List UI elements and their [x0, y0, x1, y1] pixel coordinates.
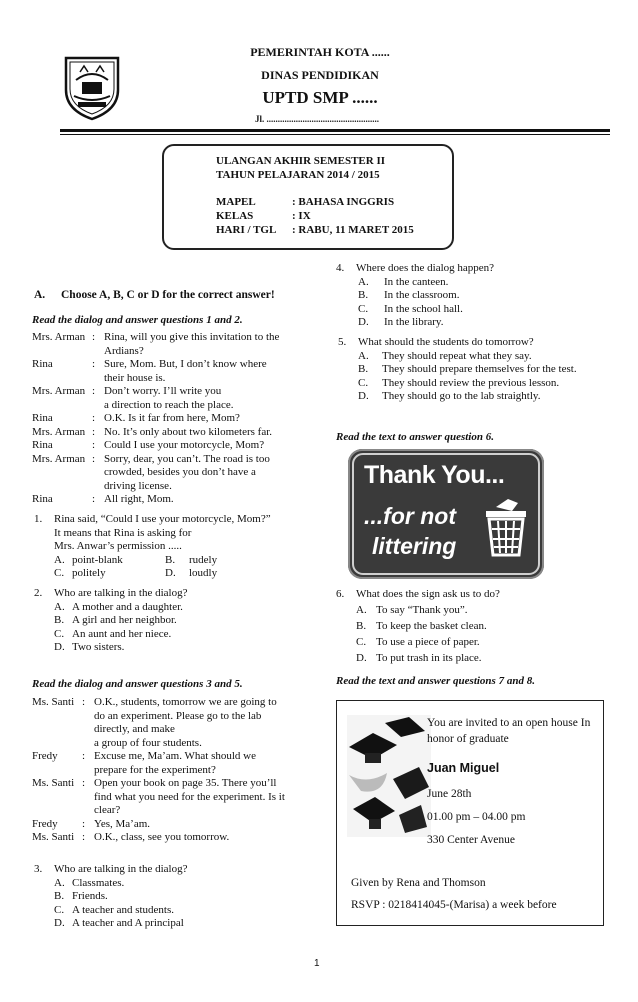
header-rule-thin [60, 134, 610, 135]
question-text: Rina said, “Could I use your motorcycle, Mom?” [54, 513, 271, 525]
question-number: 1. [34, 513, 43, 525]
dialog-line [32, 358, 302, 385]
option-letter: B. [54, 614, 65, 626]
option-text: A girl and her neighbor. [72, 614, 177, 626]
speaker: Rina [32, 412, 53, 424]
colon: : [82, 750, 86, 762]
option-text: They should prepare themselves for the test. [382, 363, 577, 375]
answer-option[interactable] [54, 877, 304, 891]
speaker: Fredy [32, 750, 58, 762]
option-letter: C. [356, 635, 367, 648]
answer-option[interactable] [356, 602, 616, 618]
utterance-text: driving license. [104, 479, 172, 492]
utterance-text: O.K., class, see you tomorrow. [94, 831, 230, 843]
answer-option[interactable] [54, 641, 304, 655]
exam-key: KELAS [216, 210, 254, 222]
option-text: A teacher and A principal [72, 917, 184, 929]
option-text: An aunt and her niece. [72, 627, 172, 640]
answer-option[interactable] [356, 618, 616, 634]
utterance-text: Sorry, dear, you can’t. The road is too [104, 452, 270, 465]
dialog-line [32, 493, 302, 507]
colon: : [82, 817, 86, 830]
answer-option[interactable] [356, 650, 616, 666]
utterance [104, 331, 279, 358]
read-instruction-2: Read the dialog and answer questions 3 and 5. [32, 678, 243, 690]
option-letter: B. [165, 553, 176, 566]
dialog-line [32, 777, 307, 818]
option-text: To use a piece of paper. [376, 635, 480, 648]
invite-line1: You are invited to an open house In [427, 717, 591, 729]
colon: : [82, 696, 86, 708]
speaker: Ms. Santi [32, 831, 75, 843]
page-number: 1 [314, 958, 320, 969]
utterance-text: Could I use your motorcycle, Mom? [104, 439, 265, 451]
exam-value: : IX [292, 210, 311, 222]
exam-value: : BAHASA INGGRIS [292, 196, 395, 208]
speaker: Mrs. Arman [32, 425, 86, 438]
option-letter: B. [358, 289, 369, 301]
dialog-1 [32, 331, 302, 507]
answer-option[interactable] [54, 554, 271, 568]
utterance-text: Yes, Ma’am. [94, 817, 151, 830]
option-text: loudly [189, 567, 218, 579]
option-text: To keep the basket clean. [376, 619, 487, 632]
city-logo [60, 52, 124, 122]
option-text: To put trash in its place. [376, 651, 482, 664]
utterance-text: a direction to reach the place. [104, 398, 234, 411]
option-letter: D. [165, 567, 176, 579]
question-6 [336, 588, 616, 666]
question-number: 5. [338, 336, 347, 348]
option-text: Two sisters. [72, 641, 125, 653]
utterance-text: their house is. [104, 371, 166, 384]
utterance [94, 777, 285, 818]
answer-option[interactable] [358, 289, 616, 303]
exam-info-box [162, 144, 454, 250]
option-text: They should go to the lab straightly. [382, 390, 541, 402]
speaker: Rina [32, 358, 53, 370]
utterance-text: prepare for the experiment? [94, 763, 216, 776]
answer-option[interactable] [358, 363, 623, 377]
option-text: They should review the previous lesson. [382, 376, 560, 389]
option-letter: D. [358, 316, 369, 328]
speaker: Ms. Santi [32, 696, 75, 708]
option-letter: C. [358, 302, 369, 315]
read-instruction-1: Read the dialog and answer questions 1 and 2. [32, 314, 243, 326]
utterance [94, 696, 277, 750]
graduation-caps-image [347, 715, 431, 837]
question-1 [34, 513, 304, 581]
utterance-text: Rina, will you give this invitation to the [104, 331, 280, 343]
dialog-line [32, 331, 302, 358]
answer-option[interactable] [358, 303, 616, 317]
header-line3: UPTD SMP ...... [262, 88, 378, 107]
utterance-text: Don’t worry. I’ll write you [104, 385, 222, 397]
question-text: Who are talking in the dialog? [54, 587, 188, 599]
speaker: Rina [32, 439, 53, 451]
option-letter: D. [54, 641, 65, 653]
speaker: Fredy [32, 817, 58, 830]
colon: : [92, 412, 96, 424]
dialog-line [32, 831, 307, 845]
option-text: In the library. [384, 316, 444, 328]
utterance [104, 358, 267, 385]
exam-value: : RABU, 11 MARET 2015 [292, 224, 414, 236]
section-letter: A. [34, 289, 46, 301]
dialog-line [32, 696, 307, 750]
invite-place: 330 Center Avenue [427, 834, 515, 846]
answer-option[interactable] [358, 390, 623, 404]
invite-line2: honor of graduate [427, 733, 509, 745]
colon: : [82, 831, 86, 843]
dialog-line [32, 385, 302, 412]
question-text: Who are talking in the dialog? [54, 863, 188, 875]
option-letter: C. [54, 903, 65, 916]
utterance [104, 493, 174, 507]
exam-row-class [216, 210, 311, 224]
dialog-line [32, 412, 302, 426]
question-2 [34, 587, 304, 655]
answer-option[interactable] [358, 276, 616, 290]
utterance [94, 750, 256, 777]
colon: : [92, 452, 96, 465]
option-text: To say “Thank you”. [376, 603, 468, 616]
header-line1: PEMERINTAH KOTA ...... [250, 45, 390, 59]
utterance-text: a group of four students. [94, 736, 202, 749]
section-a-instruction [34, 289, 275, 301]
option-text: A mother and a daughter. [72, 600, 183, 613]
answer-option[interactable] [54, 890, 304, 904]
question-text: What should the students do tomorrow? [358, 336, 534, 348]
utterance [94, 818, 150, 832]
utterance [104, 439, 264, 453]
question-number: 3. [34, 863, 43, 875]
sign-line3: littering [372, 533, 457, 559]
section-text: Choose A, B, C or D for the correct answer! [61, 289, 275, 301]
option-letter: B. [358, 363, 369, 375]
question-number: 2. [34, 587, 43, 599]
option-text: They should repeat what they say. [382, 349, 532, 362]
answer-option[interactable] [54, 917, 304, 931]
option-letter: D. [358, 390, 369, 402]
utterance-text: O.K., students, tomorrow we are going to [94, 696, 277, 708]
utterance-text: do an experiment. Please go to the lab [94, 709, 262, 722]
dialog-line [32, 439, 302, 453]
exam-title2: TAHUN PELAJARAN 2014 / 2015 [216, 169, 380, 181]
colon: : [92, 493, 96, 505]
dialog-line [32, 818, 307, 832]
header-address: Jl. .................................................. [255, 114, 380, 124]
answer-option[interactable] [54, 567, 271, 581]
question-number: 4. [336, 262, 345, 274]
invite-rsvp: RSVP : 0218414045-(Marisa) a week before [351, 899, 557, 911]
question-4 [336, 262, 616, 330]
speaker: Mrs. Arman [32, 385, 86, 397]
colon: : [82, 777, 86, 789]
exam-row-date [216, 224, 414, 238]
utterance [104, 426, 272, 440]
question-text: What does the sign ask us to do? [356, 588, 500, 600]
option-text: Classmates. [72, 876, 125, 889]
answer-option[interactable] [356, 634, 616, 650]
header-line2: DINAS PENDIDIKAN [261, 68, 379, 82]
question-text: It means that Rina is asking for [54, 526, 192, 539]
utterance-text: find what you need for the experiment. Is it [94, 790, 285, 803]
option-text: politely [72, 567, 106, 579]
sign-line1: Thank You... [364, 461, 505, 489]
read-instruction-4: Read the text and answer questions 7 and 8. [336, 675, 535, 687]
answer-option[interactable] [358, 350, 623, 364]
option-letter: A. [356, 603, 367, 616]
dialog-2 [32, 696, 307, 845]
utterance-text: crowded, besides you don’t have a [104, 466, 256, 478]
invite-given-by: Given by Rena and Thomson [351, 877, 486, 889]
graduate-name: Juan Miguel [427, 761, 500, 775]
question-5 [338, 336, 623, 404]
option-letter: C. [54, 567, 65, 579]
header-rule-thick [60, 129, 610, 132]
option-letter: A. [358, 349, 369, 362]
utterance-text: clear? [94, 804, 121, 816]
utterance [104, 453, 270, 494]
speaker: Ms. Santi [32, 777, 75, 789]
answer-option[interactable] [358, 316, 616, 330]
utterance [104, 385, 234, 412]
read-instruction-3: Read the text to answer question 6. [336, 431, 494, 443]
option-letter: A. [358, 275, 369, 288]
option-text: In the school hall. [384, 302, 463, 315]
utterance-text: Sure, Mom. But, I don’t know where [104, 358, 267, 370]
exam-key: HARI / TGL [216, 224, 277, 236]
colon: : [92, 385, 96, 397]
option-letter: A. [54, 600, 65, 613]
question-number: 6. [336, 588, 345, 600]
invitation-card [336, 700, 604, 926]
speaker: Mrs. Arman [32, 331, 86, 343]
option-text: Friends. [72, 890, 108, 902]
answer-option[interactable] [54, 628, 304, 642]
speaker: Rina [32, 493, 53, 505]
utterance [104, 412, 240, 426]
exam-key: MAPEL [216, 196, 256, 208]
exam-row-subject [216, 196, 394, 210]
option-letter: C. [54, 627, 65, 640]
utterance-text: Open your book on page 35. There you’ll [94, 777, 277, 789]
option-text: In the canteen. [384, 275, 449, 288]
option-text: rudely [189, 553, 218, 566]
dialog-line [32, 453, 302, 494]
answer-option[interactable] [54, 904, 304, 918]
utterance-text: directly, and make [94, 723, 175, 735]
sign-line2: ...for not [364, 503, 456, 529]
thank-you-sign [348, 449, 544, 579]
question-text: Mrs. Anwar’s permission ..... [54, 540, 182, 552]
option-letter: B. [54, 890, 65, 902]
answer-option[interactable] [54, 614, 304, 628]
exam-title1: ULANGAN AKHIR SEMESTER II [216, 155, 386, 167]
utterance-text: Ardians? [104, 344, 144, 357]
option-letter: A. [54, 553, 65, 566]
option-letter: D. [356, 651, 367, 664]
question-text: Where does the dialog happen? [356, 262, 495, 274]
colon: : [92, 439, 96, 451]
colon: : [92, 425, 96, 438]
utterance-text: All right, Mom. [104, 493, 174, 505]
colon: : [92, 358, 96, 370]
answer-option[interactable] [358, 377, 623, 391]
option-text: point-blank [72, 553, 123, 566]
question-3 [34, 863, 304, 931]
utterance-text: No. It’s only about two kilometers far. [104, 425, 273, 438]
utterance [94, 831, 229, 845]
invite-date: June 28th [427, 788, 472, 800]
option-letter: B. [356, 619, 367, 632]
option-text: A teacher and students. [72, 903, 175, 916]
utterance-text: Excuse me, Ma’am. What should we [94, 750, 257, 762]
option-letter: C. [358, 376, 369, 389]
colon: : [92, 331, 96, 343]
trash-bin-icon [482, 497, 530, 559]
utterance-text: O.K. Is it far from here, Mom? [104, 412, 240, 424]
speaker: Mrs. Arman [32, 452, 86, 465]
dialog-line [32, 750, 307, 777]
option-letter: A. [54, 876, 65, 889]
dialog-line [32, 426, 302, 440]
invite-time: 01.00 pm – 04.00 pm [427, 811, 526, 823]
option-text: In the classroom. [384, 289, 460, 301]
option-letter: D. [54, 917, 65, 929]
answer-option[interactable] [54, 601, 304, 615]
